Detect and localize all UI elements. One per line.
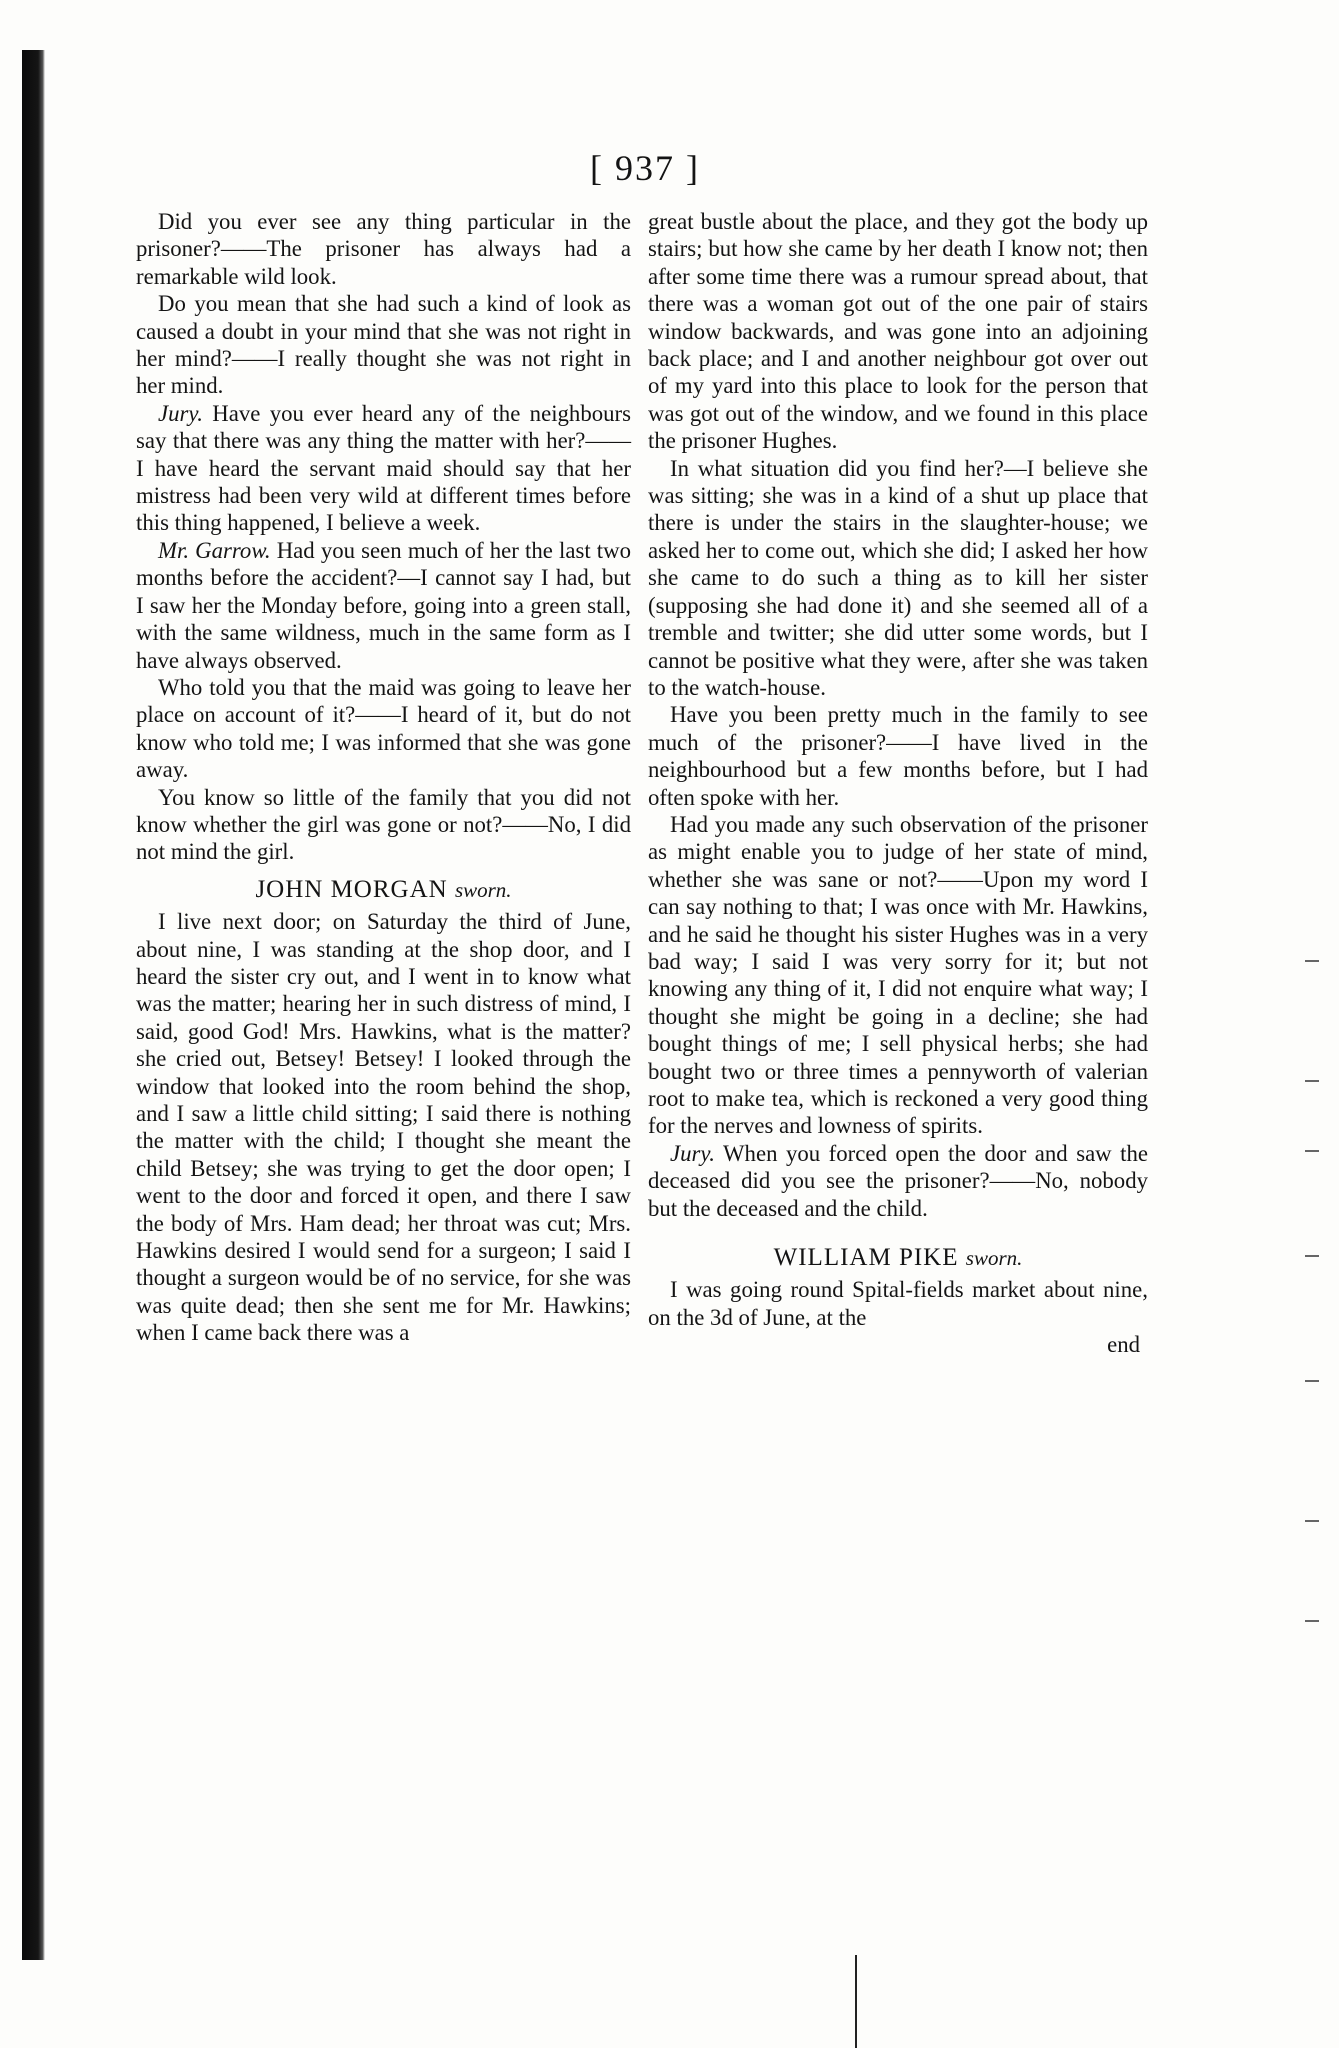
paragraph <box>648 1140 1148 1222</box>
binding-shadow <box>22 50 45 1960</box>
witness-heading <box>648 1244 1148 1272</box>
right-column <box>648 208 1148 1359</box>
speaker-label: Jury. <box>670 1140 715 1166</box>
paragraph: Have you been pretty much in the family to see much of the prisoner?——I have lived in the neighbourhood but a few months before, but I had often spoke with her. <box>648 702 1148 810</box>
paragraph: I was going round Spital-fields market about nine, on the 3d of June, at the <box>648 1277 1148 1330</box>
catchword: end <box>1107 1332 1140 1358</box>
paragraph: Had you made any such observation of the prisoner as might enable you to judge of her state of mind, whether she was sane or not?——Upon my word I can say nothing to that; I was once with Mr. Hawkins, and he said he thought his sister Hughes was in a very bad way; I said I was very sorry for it; but not knowing any thing of it, I did not enquire what way; I thought she might be going in a decline; she had bought things of me; I sell physical herbs; she had bought two or three times a pennyworth of valerian root to make tea, which is reckoned a very good thing for the nerves and lowness of spirits. <box>648 811 1148 1139</box>
paragraph: Who told you that the maid was going to leave her place on account of it?——I heard of it, but do not know who told me; I was informed that she was gone away. <box>136 674 631 783</box>
sworn-label: sworn. <box>454 877 512 902</box>
paragraph: Did you ever see any thing particular in the prisoner?——The prisoner has always had a remarkable wild look. <box>136 209 631 289</box>
witness-heading <box>136 876 631 904</box>
paragraph-text: Have you ever heard any of the neighbours say that there was any thing the matter with her?——I have heard the servant maid should say that her mistress had been very wild at different times before this thing happened, I believe a week. <box>136 400 631 536</box>
left-column <box>136 208 631 1347</box>
paragraph: In what situation did you find her?—I believe she was sitting; she was in a kind of a shut up place that there is under the stairs in the slaughter-house; we asked her to come out, which she did; I asked her how she came to do such a thing as to kill her sister (supposing she had done it) and she seemed all of a tremble and twitter; she did utter some words, but I cannot be positive what they were, after she was taken to the watch-house. <box>648 455 1148 700</box>
edge-mark <box>1305 1080 1319 1082</box>
gutter-line <box>855 1955 857 2048</box>
paragraph-text: Had you seen much of her the last two months before the accident?—I cannot say I had, but I saw her the Monday before, going into a green stall, with the same wildness, much in the same form as I have always observed. <box>136 537 631 673</box>
edge-mark <box>1305 1520 1319 1522</box>
paragraph: I live next door; on Saturday the third of June, about nine, I was standing at the shop door, and I heard the sister cry out, and I went in to know what was the matter; hearing her in such distress of mind, I said, good God! Mrs. Hawkins, what is the matter? she cried out, Betsey! Betsey! I looked through the window that looked into the room behind the shop, and I saw a little child sitting; I said there is nothing the matter with the child; I thought she meant the child Betsey; she was trying to get the door open; I went to the door and forced it open, and there I saw the body of Mrs. Ham dead; her throat was cut; Mrs. Hawkins desired I would send for a surgeon; I said I thought a surgeon would be of no service, for she was was quite dead; then she sent me for Mr. Hawkins; when I came back there was a <box>136 909 631 1346</box>
page-number: [ 937 ] <box>590 148 700 188</box>
edge-mark <box>1305 1150 1319 1152</box>
speaker-label: Mr. Garrow. <box>158 537 271 563</box>
paragraph <box>136 400 631 537</box>
paragraph <box>136 537 631 674</box>
paragraph: You know so little of the family that you did not know whether the girl was gone or not?——No, I did not mind the girl. <box>136 784 631 865</box>
edge-mark <box>1305 1620 1319 1622</box>
witness-name: WILLIAM PIKE <box>773 1244 966 1272</box>
sworn-label: sworn. <box>965 1246 1023 1271</box>
paragraph: Do you mean that she had such a kind of look as caused a doubt in your mind that she was not right in her mind?——I really thought she was not right in her mind. <box>136 291 631 399</box>
edge-mark <box>1305 960 1319 962</box>
paragraph: great bustle about the place, and they got the body up stairs; but how she came by her death I know not; then after some time there was a rumour spread about, that there was a woman got out of the one pair of stairs window backwards, and was gone into an adjoining back place; and I and another neighbour got over out of my yard into this place to look for the person that was got out of the window, and we found in this place the prisoner Hughes. <box>648 209 1148 454</box>
speaker-label: Jury. <box>158 400 203 426</box>
edge-mark <box>1305 1255 1319 1257</box>
witness-name: JOHN MORGAN <box>255 875 455 903</box>
paragraph-text: When you forced open the door and saw the deceased did you see the prisoner?——No, nobody but the deceased and the child. <box>648 1140 1148 1221</box>
edge-mark <box>1305 1380 1319 1382</box>
